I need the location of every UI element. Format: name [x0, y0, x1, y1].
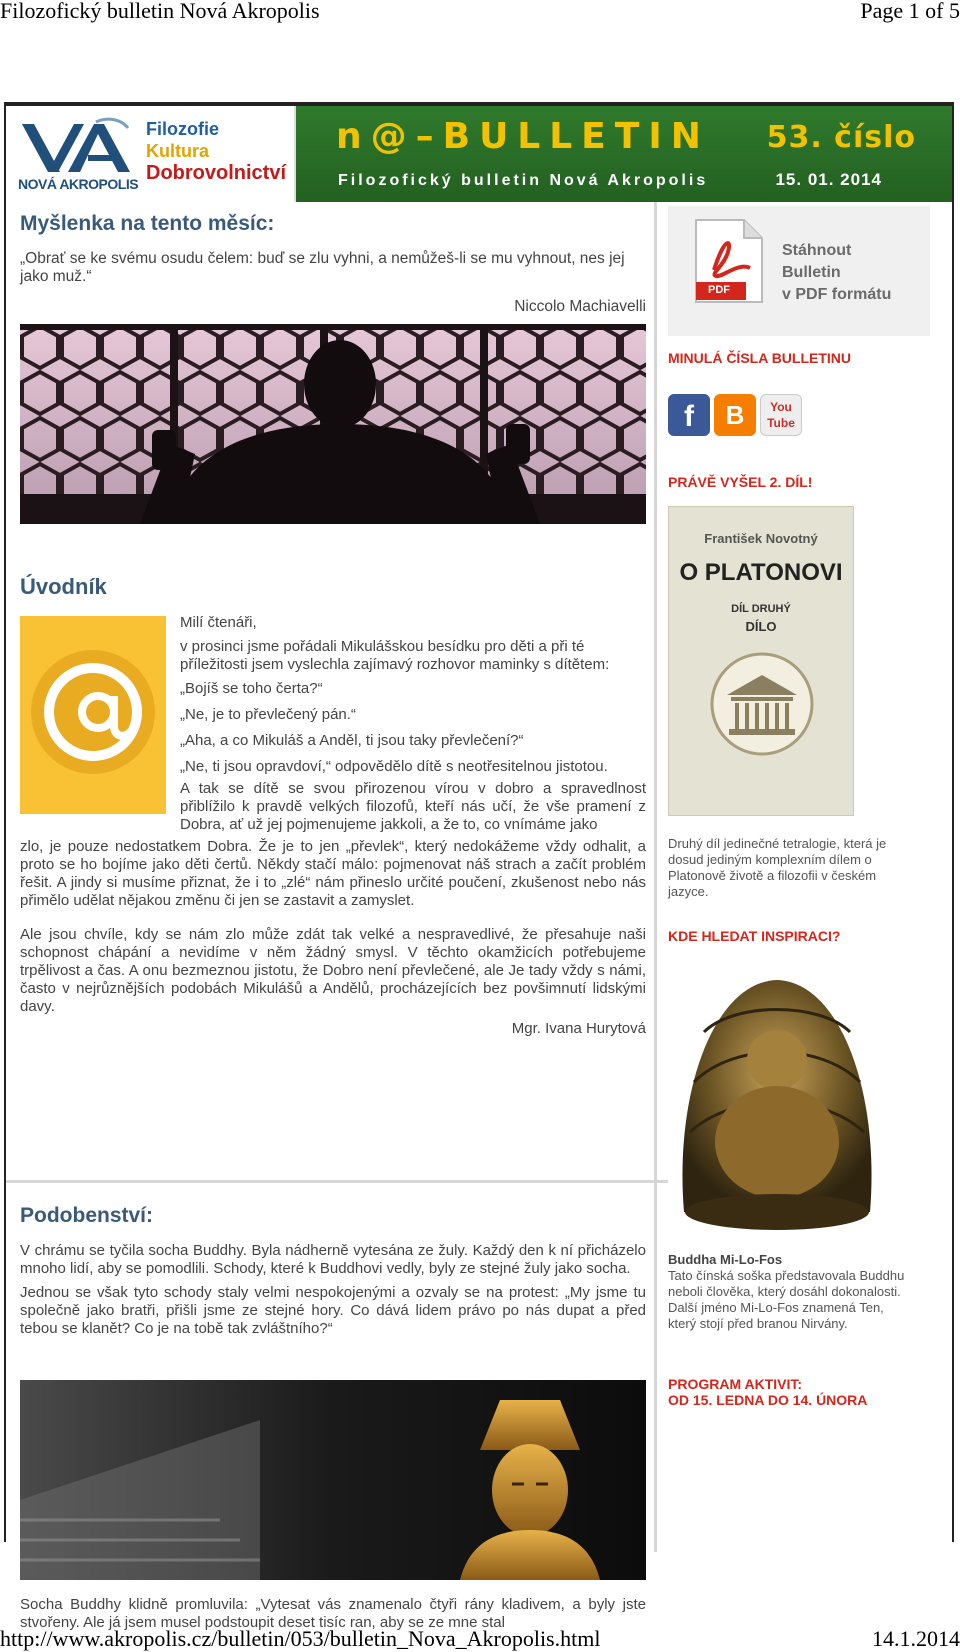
inspiration-heading: KDE HLEDAT INSPIRACI?: [668, 928, 841, 944]
parable-paragraph-3: Socha Buddhy klidně promluvila: „Vytesat vás znamenalo čtyři rány kladivem, a byly jste stvořeny. Ale já jsem musel podstoupit deset tisíc ran, aby se ze mne stal: [20, 1596, 646, 1631]
editorial-section: [20, 574, 646, 1037]
dialogue-line-4: „Ne, ti jsou opravdoví,“ odpovědělo dítě s neotřesitelnou jistotou.: [180, 758, 608, 775]
thought-heading: Myšlenka na tento měsíc:: [20, 212, 275, 235]
column-divider: [654, 202, 657, 1552]
logo-word-filozofie: Filozofie: [146, 119, 219, 139]
facebook-icon[interactable]: [668, 394, 710, 436]
bulletin-title: n@–BULLETIN: [336, 116, 710, 157]
editorial-intro: [180, 614, 646, 834]
parable-heading: Podobenství:: [20, 1204, 154, 1227]
buddha-caption: [668, 1252, 914, 1332]
bulletin-frame: [4, 102, 954, 1631]
dialogue-line-3: „Aha, a co Mikuláš a Anděl, ti jsou taky převlečení?“: [180, 732, 524, 749]
logo-name: NOVÁ AKROPOLIS: [18, 176, 139, 192]
parable-section: [20, 1204, 646, 1338]
facebook-glyph: f: [684, 400, 694, 433]
print-footer-url: http://www.akropolis.cz/bulletin/053/bulletin_Nova_Akropolis.html: [0, 1626, 601, 1651]
parable-paragraph-2: Jednou se však tyto schody staly velmi nespokojenými a ozvaly se na protest: „My jsme tu společně jako bratři, přišli jsme ze stejné hory. Co dává lidem právo po nás dupat a před tebou se klanět? Co je na tobě tak zvláštního?“: [20, 1284, 646, 1337]
program-dates: OD 15. LEDNA DO 14. ÚNORA: [668, 1392, 868, 1408]
editorial-heading: Úvodník: [20, 574, 107, 599]
editorial-paragraph-2a: A tak se dítě se svou přirozenou vírou v dobro a spravedlnost přiblížilo k pravdě velkých filozofů, kteří nás učí, že vše pramení z Dobra, ať už jej pojmenujeme jakkoli, a že to, co vnímáme jako: [180, 780, 646, 833]
book-cover-image[interactable]: [668, 506, 854, 816]
book-author: František Novotný: [704, 531, 818, 546]
banner: [6, 106, 952, 202]
issue-date: 15. 01. 2014: [775, 170, 882, 189]
akropolis-logo-icon: [18, 118, 138, 178]
print-footer: [0, 1626, 960, 1652]
print-header-page: Page 1 of 5: [860, 0, 960, 23]
youtube-glyph: You Tube: [767, 400, 795, 430]
logo-word-dobrovolnictvi: Dobrovolnictví: [146, 162, 287, 184]
book-description: Druhý díl jedinečné tetralogie, která je dosud jediným komplexním dílem o Platonově životě a filozofii v českém jazyce.: [668, 836, 887, 899]
program-link[interactable]: [668, 1376, 867, 1408]
pdf-label-line-1: Stáhnout: [782, 242, 852, 259]
pdf-badge: PDF: [708, 284, 730, 296]
bulletin-subtitle: Filozofický bulletin Nová Akropolis: [338, 172, 709, 189]
window-silhouette-image: [20, 324, 646, 524]
youtube-icon[interactable]: [760, 394, 802, 436]
thought-author: Niccolo Machiavelli: [514, 298, 646, 315]
thought-quote: „Obrať se ke svému osudu čelem: buď se zlu vyhni, a nemůžeš-li se mu vyhnout, nes jej jako muž.“: [20, 250, 625, 285]
editorial-signature: Mgr. Ivana Hurytová: [511, 1020, 646, 1037]
pdf-download-label: [782, 240, 891, 306]
book-title: O PLATONOVI: [679, 559, 843, 586]
dialogue-line-2: „Ne, je to převlečený pán.“: [180, 706, 356, 723]
temple-medallion-icon: [709, 651, 815, 757]
book-subtitle: DÍLO: [745, 619, 777, 634]
buddha-caption-title: Buddha Mi-Lo-Fos: [668, 1252, 783, 1267]
new-release-heading: PRÁVĚ VYŠEL 2. DÍL!: [668, 474, 813, 490]
logo[interactable]: [6, 106, 296, 202]
logo-word-kultura: Kultura: [146, 141, 209, 161]
program-heading: PROGRAM AKTIVIT:: [668, 1376, 803, 1392]
book-part: DÍL DRUHÝ: [731, 603, 791, 615]
editorial-greeting: Milí čtenáři,: [180, 614, 257, 631]
pdf-label-line-3: v PDF formátu: [782, 286, 892, 303]
pdf-label-line-2: Bulletin: [782, 264, 841, 281]
thought-section: [20, 212, 646, 316]
dialogue-line-1: „Bojíš se toho čerta?“: [180, 680, 323, 697]
past-issues-link[interactable]: MINULÁ ČÍSLA BULLETINU: [668, 350, 852, 366]
editorial-paragraph-3: Ale jsou chvíle, kdy se nám zlo může zdát tak velké a nespravedlivé, že přesahuje naši schopnost chápání a nevidíme v něm žádný smysl. V těchto okamžicích potřebujeme trpělivost a čas. A onu bezmeznou jistotu, že Dobro není převlečené, ale Je tady vždy s námi, často v nejrůznějších podobách Mikulášů a Andělů, procházejících bez povšimnutí lidskými davy.: [20, 926, 646, 1015]
pdf-download-button[interactable]: [668, 206, 930, 336]
buddha-statue-image: [20, 1380, 646, 1580]
banner-title-area: [296, 106, 952, 202]
editorial-paragraph-1: v prosinci jsme pořádali Mikulášskou besídku pro děti a při té příležitosti jsem vyslechla zajímavý rozhovor maminky s dítětem:: [180, 638, 610, 673]
print-header-title: Filozofický bulletin Nová Akropolis: [0, 0, 320, 23]
buddha-figurine-image: [674, 972, 880, 1234]
issue-number: 53. číslo: [766, 120, 916, 155]
blogger-icon[interactable]: [714, 394, 756, 436]
blogger-glyph: B: [725, 400, 745, 430]
print-footer-date: 14.1.2014: [872, 1626, 960, 1651]
section-divider: [6, 1180, 668, 1183]
buddha-caption-text: Tato čínská soška představovala Buddhu neboli člověka, který dosáhl dokonalosti. Další jméno Mi-Lo-Fos znamená Ten, který stojí před branou Nirvány.: [668, 1268, 905, 1331]
print-header: [0, 0, 960, 24]
at-sign-icon: [20, 616, 166, 814]
parable-paragraph-1: V chrámu se tyčila socha Buddhy. Byla nádherně vytesána ze žuly. Každý den k ní přicházelo mnoho lidí, aby se pomodlili. Schody, které k Buddhovi vedly, byly ze stejné žuly jako socha.: [20, 1242, 646, 1277]
logo-words: [146, 118, 286, 184]
editorial-paragraph-2b: zlo, je pouze nedostatkem Dobra. Že je to jen „převlek“, který nedokážeme vždy odhalit, a proto se ho bojíme jako děti čertů. Někdy stačí málo: pojmenovat náš strach a začít problém řešit. A jindy si musíme přiznat, že i to „zlé“ nám přineslo určité poučení, zkušenost nebo nás přimělo udělat nějakou změnu či jen se zastavit a zamyslet.: [20, 838, 646, 909]
